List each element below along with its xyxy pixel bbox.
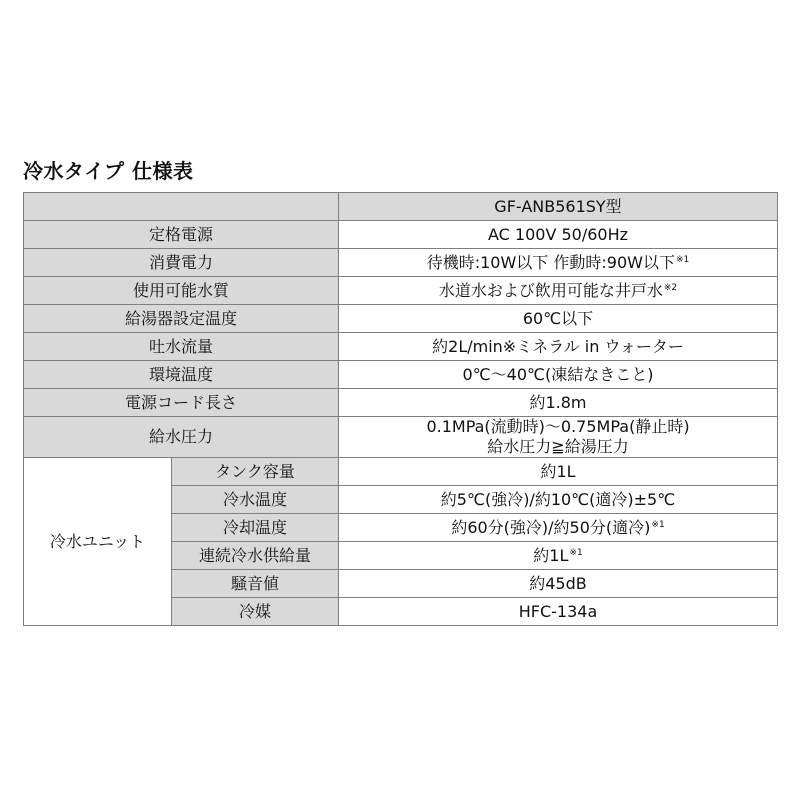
row-value: 待機時:10W以下 作動時:90W以下 (426, 252, 675, 272)
row-label: 吐水流量 (24, 333, 339, 361)
unit-row-label: 冷却温度 (172, 514, 339, 542)
table-row (24, 221, 778, 249)
table-row (24, 458, 778, 486)
row-value: AC 100V 50/60Hz (339, 221, 778, 249)
row-value: 60℃以下 (339, 305, 778, 333)
footnote-mark: ※1 (675, 254, 690, 265)
spec-table (23, 192, 778, 626)
footnote-mark: ※1 (651, 519, 665, 530)
unit-row-value: 約45dB (339, 570, 778, 598)
footnote-mark: ※2 (663, 282, 678, 293)
table-row (24, 305, 778, 333)
row-value-cell (339, 249, 778, 277)
row-label: 使用可能水質 (24, 277, 339, 305)
unit-row-label: 冷媒 (172, 598, 339, 626)
row-label: 消費電力 (24, 249, 339, 277)
row-value: 水道水および飲用可能な井戸水 (438, 280, 663, 300)
row-label: 電源コード長さ (24, 389, 339, 417)
unit-row-value-cell (339, 514, 778, 542)
row-value-cell (339, 277, 778, 305)
row-value-cell (339, 417, 778, 458)
unit-row-label: 騒音値 (172, 570, 339, 598)
unit-row-value: 約60分(強冷)/約50分(適冷) (451, 517, 651, 537)
table-row (24, 417, 778, 458)
unit-row-value: HFC-134a (339, 598, 778, 626)
row-label: 環境温度 (24, 361, 339, 389)
model-header: GF-ANB561SY型 (339, 193, 778, 221)
table-row (24, 389, 778, 417)
unit-row-label: 冷水温度 (172, 486, 339, 514)
row-value: 0℃〜40℃(凍結なきこと) (339, 361, 778, 389)
row-value-line: 給水圧力≧給湯圧力 (487, 437, 629, 456)
footnote-mark: ※1 (569, 547, 583, 558)
row-label: 給水圧力 (24, 417, 339, 458)
unit-row-value: 約5℃(強冷)/約10℃(適冷)±5℃ (339, 486, 778, 514)
unit-row-value-cell (339, 542, 778, 570)
table-row (24, 249, 778, 277)
unit-row-label: タンク容量 (172, 458, 339, 486)
table-row (24, 193, 778, 221)
row-value-line: 0.1MPa(流動時)〜0.75MPa(静止時) (426, 417, 690, 436)
unit-row-label: 連続冷水供給量 (172, 542, 339, 570)
row-label: 定格電源 (24, 221, 339, 249)
header-empty-cell (24, 193, 339, 221)
row-label: 給湯器設定温度 (24, 305, 339, 333)
row-value: 約1.8m (339, 389, 778, 417)
row-value: 約2L/min※ミネラル in ウォーター (339, 333, 778, 361)
page-title: 冷水タイプ 仕様表 (23, 159, 194, 183)
unit-group-label: 冷水ユニット (24, 458, 172, 626)
table-row (24, 277, 778, 305)
unit-row-value: 約1L (339, 458, 778, 486)
unit-row-value: 約1L (533, 545, 569, 565)
table-row (24, 333, 778, 361)
table-row (24, 361, 778, 389)
